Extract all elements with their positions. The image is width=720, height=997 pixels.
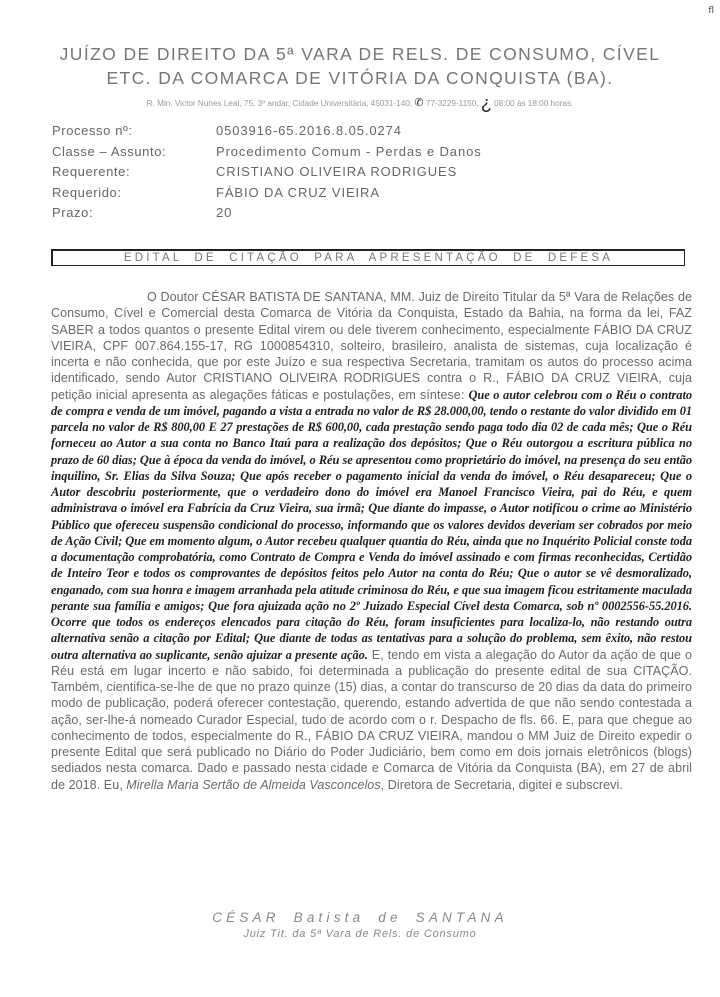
body-citation: E, tendo em vista a alegação do Autor da ação de que o Réu está em lugar incerto e não sabido, foi determinada a publicação do presente edital de sua CITAÇÃO. Também, cientifica-se-lhe de que no prazo quinze (15) dias, a contar do transcurso de 20 dias da data do primeiro modo de publicação, poderá oferecer contestação, querendo, estando advertida de que não sendo contestada a ação, ser-lhe-á nomeado Curador Especial, tudo de acordo com o r. Despacho de fls. 66. E, para que chegue ao conhecimento de todos, especialmente do R., FÁBIO DA CRUZ VIEIRA, mandou o MM Juiz de Direito expedir o presente Edital que será publicado no Diário do Poder Judiciário, bem como em dois jornais eletrônicos (blogs) sediados nesta comarca. Dado e passado nesta cidade e Comarca de Vitória da Conquista (BA), em 27 de abril de 2018. Eu, [51,647,692,792]
court-title-line-1: JUÍZO DE DIREITO DA 5ª VARA DE RELS. DE CONSUMO, CÍVEL [59,44,661,64]
process-label: Requerido: [52,184,122,200]
court-title-line-2: ETC. DA COMARCA DE VITÓRIA DA CONQUISTA (BA). [106,68,614,88]
process-value: 20 [216,205,233,220]
process-label: Requerente: [52,164,131,179]
process-value: Procedimento Comum - Perdas e Danos [216,143,482,159]
edital-title: EDITAL DE CITAÇÃO PARA APRESENTAÇÃO DE DEFESA [51,249,685,266]
process-row-number [52,121,482,142]
process-label: Classe – Assunto: [52,143,167,159]
hours-text: 08:00 às 18:00 horas. [494,99,574,108]
body-closing: , Diretora de Secretaria, digitei e subscrevi. [380,777,623,792]
court-title [0,42,720,90]
phone-text: 77-3229-1150, [425,99,479,108]
process-label: Processo nº: [52,123,133,138]
body-allegations: Que o autor celebrou com o Réu o contrato de compra e venda de um imóvel, pagando a vista a entrada no valor de R$ 28.000,00, tendo o restante do valor dividido em 01 parcela no valor de R$ 800,00 E 27 prestações de R$ 600,00, cada prestação sendo paga todo dia 02 de cada mês; Que o Réu forneceu ao Autor a sua conta no Banco Itaú para a realização dos depósitos; Que o Réu outorgou a escritura pública no prazo de 60 dias; Que à época da venda do imóvel, o Réu se apresentou como proprietário do imóvel, na presença do seu então inquilino, Sr. Elias da Silva Souza; Que após receber o pagamento inicial da venda do imóvel, o Réu desapareceu; Que o Autor descobriu posteriormente, que o verdadeiro dono do imóvel era Manoel Francisco Vieira, pai do Réu, e quem administrava o imóvel era Fabrícia da Cruz Vieira, sua irmã; Que diante do impasse, o Autor notificou o crime ao Ministério Público que ofereceu suspensão condicional do processo, informando que os valores devidos deveriam ser cobrados por meio de Ação Civil; Que em momento algum, o Autor recebeu qualquer quantia do Réu, ainda que no Inquérito Policial conste toda a documentação comprobatória, como Contrato de Compra e Venda do imóvel assinado e com firmas reconhecidas, Certidão de Inteiro Teor e todos os comprovantes de depósitos feitos pelo Autor na conta do Réu; Que o autor se vê desmoralizado, enganado, com sua honra e imagem arranhada pela atitude criminosa do Réu, e que sua imagem ficou estritamente maculada perante sua família e amigos; Que fora ajuizada ação no 2º Juizado Especial Cível desta Comarca, sob nº 0002556-55.2016. Ocorre que todos os endereços elencados para citação do Réu, foram insuficientes para localiza-lo, não restando outra alternativa senão a citação por Edital; Que diante de todas as tentativas para a solução do problema, sem êxito, não restou outra alternativa ao suplicante, senão ajuizar a presente ação. [51,387,692,662]
process-label: Prazo: [52,205,94,220]
edital-body [51,289,692,793]
body-intro: O Doutor CÉSAR BATISTA DE SANTANA, MM. Juiz de Direito Titular da 5ª Vara de Relações de Consumo, Cível e Comercial desta Comarca de Vitória da Conquista, Estado da Bahia, na forma da lei, FAZ SABER a todos quantos o presente Edital virem ou dele tiverem conhecimento, especialmente FÁBIO DA CRUZ VIEIRA, CPF 007.864.155-17, RG 1000854310, solteiro, brasileiro, analista de sistemas, cuja localização é incerta e não conhecida, que por este Juízo e sua respectiva Secretaria, tramitam os autos do processo acima identificado, sendo Autor CRISTIANO OLIVEIRA RODRIGUES contra o R., FÁBIO DA CRUZ VIEIRA, cuja petição inicial apresenta as alegações fáticas e postulações, em síntese: [51,290,692,402]
page-mark: fl [708,6,714,16]
process-value: 0503916-65.2016.8.05.0274 [216,123,402,138]
judge-name: CÉSAR Batista de SANTANA [212,910,508,925]
address-text: R. Min. Victor Nunes Leal, 75, 3º andar, Cidade Universitária, 45031-140, [146,99,413,108]
process-row-class [52,142,482,163]
process-value: CRISTIANO OLIVEIRA RODRIGUES [216,164,458,179]
process-value: FÁBIO DA CRUZ VIEIRA [216,184,380,200]
process-info [52,121,482,224]
process-row-deadline [52,203,482,224]
process-row-plaintiff [52,162,482,183]
address-line [0,93,720,114]
clock-icon: ¿ [480,93,492,113]
signature-block [0,909,720,942]
process-row-defendant [52,183,482,204]
judge-role: Juiz Tit. da 5ª Vara de Rels. de Consumo [243,928,477,940]
secretary-name: Mirella Maria Sertão de Almeida Vasconcelos [126,777,381,792]
phone-icon: ✆ [414,97,424,109]
